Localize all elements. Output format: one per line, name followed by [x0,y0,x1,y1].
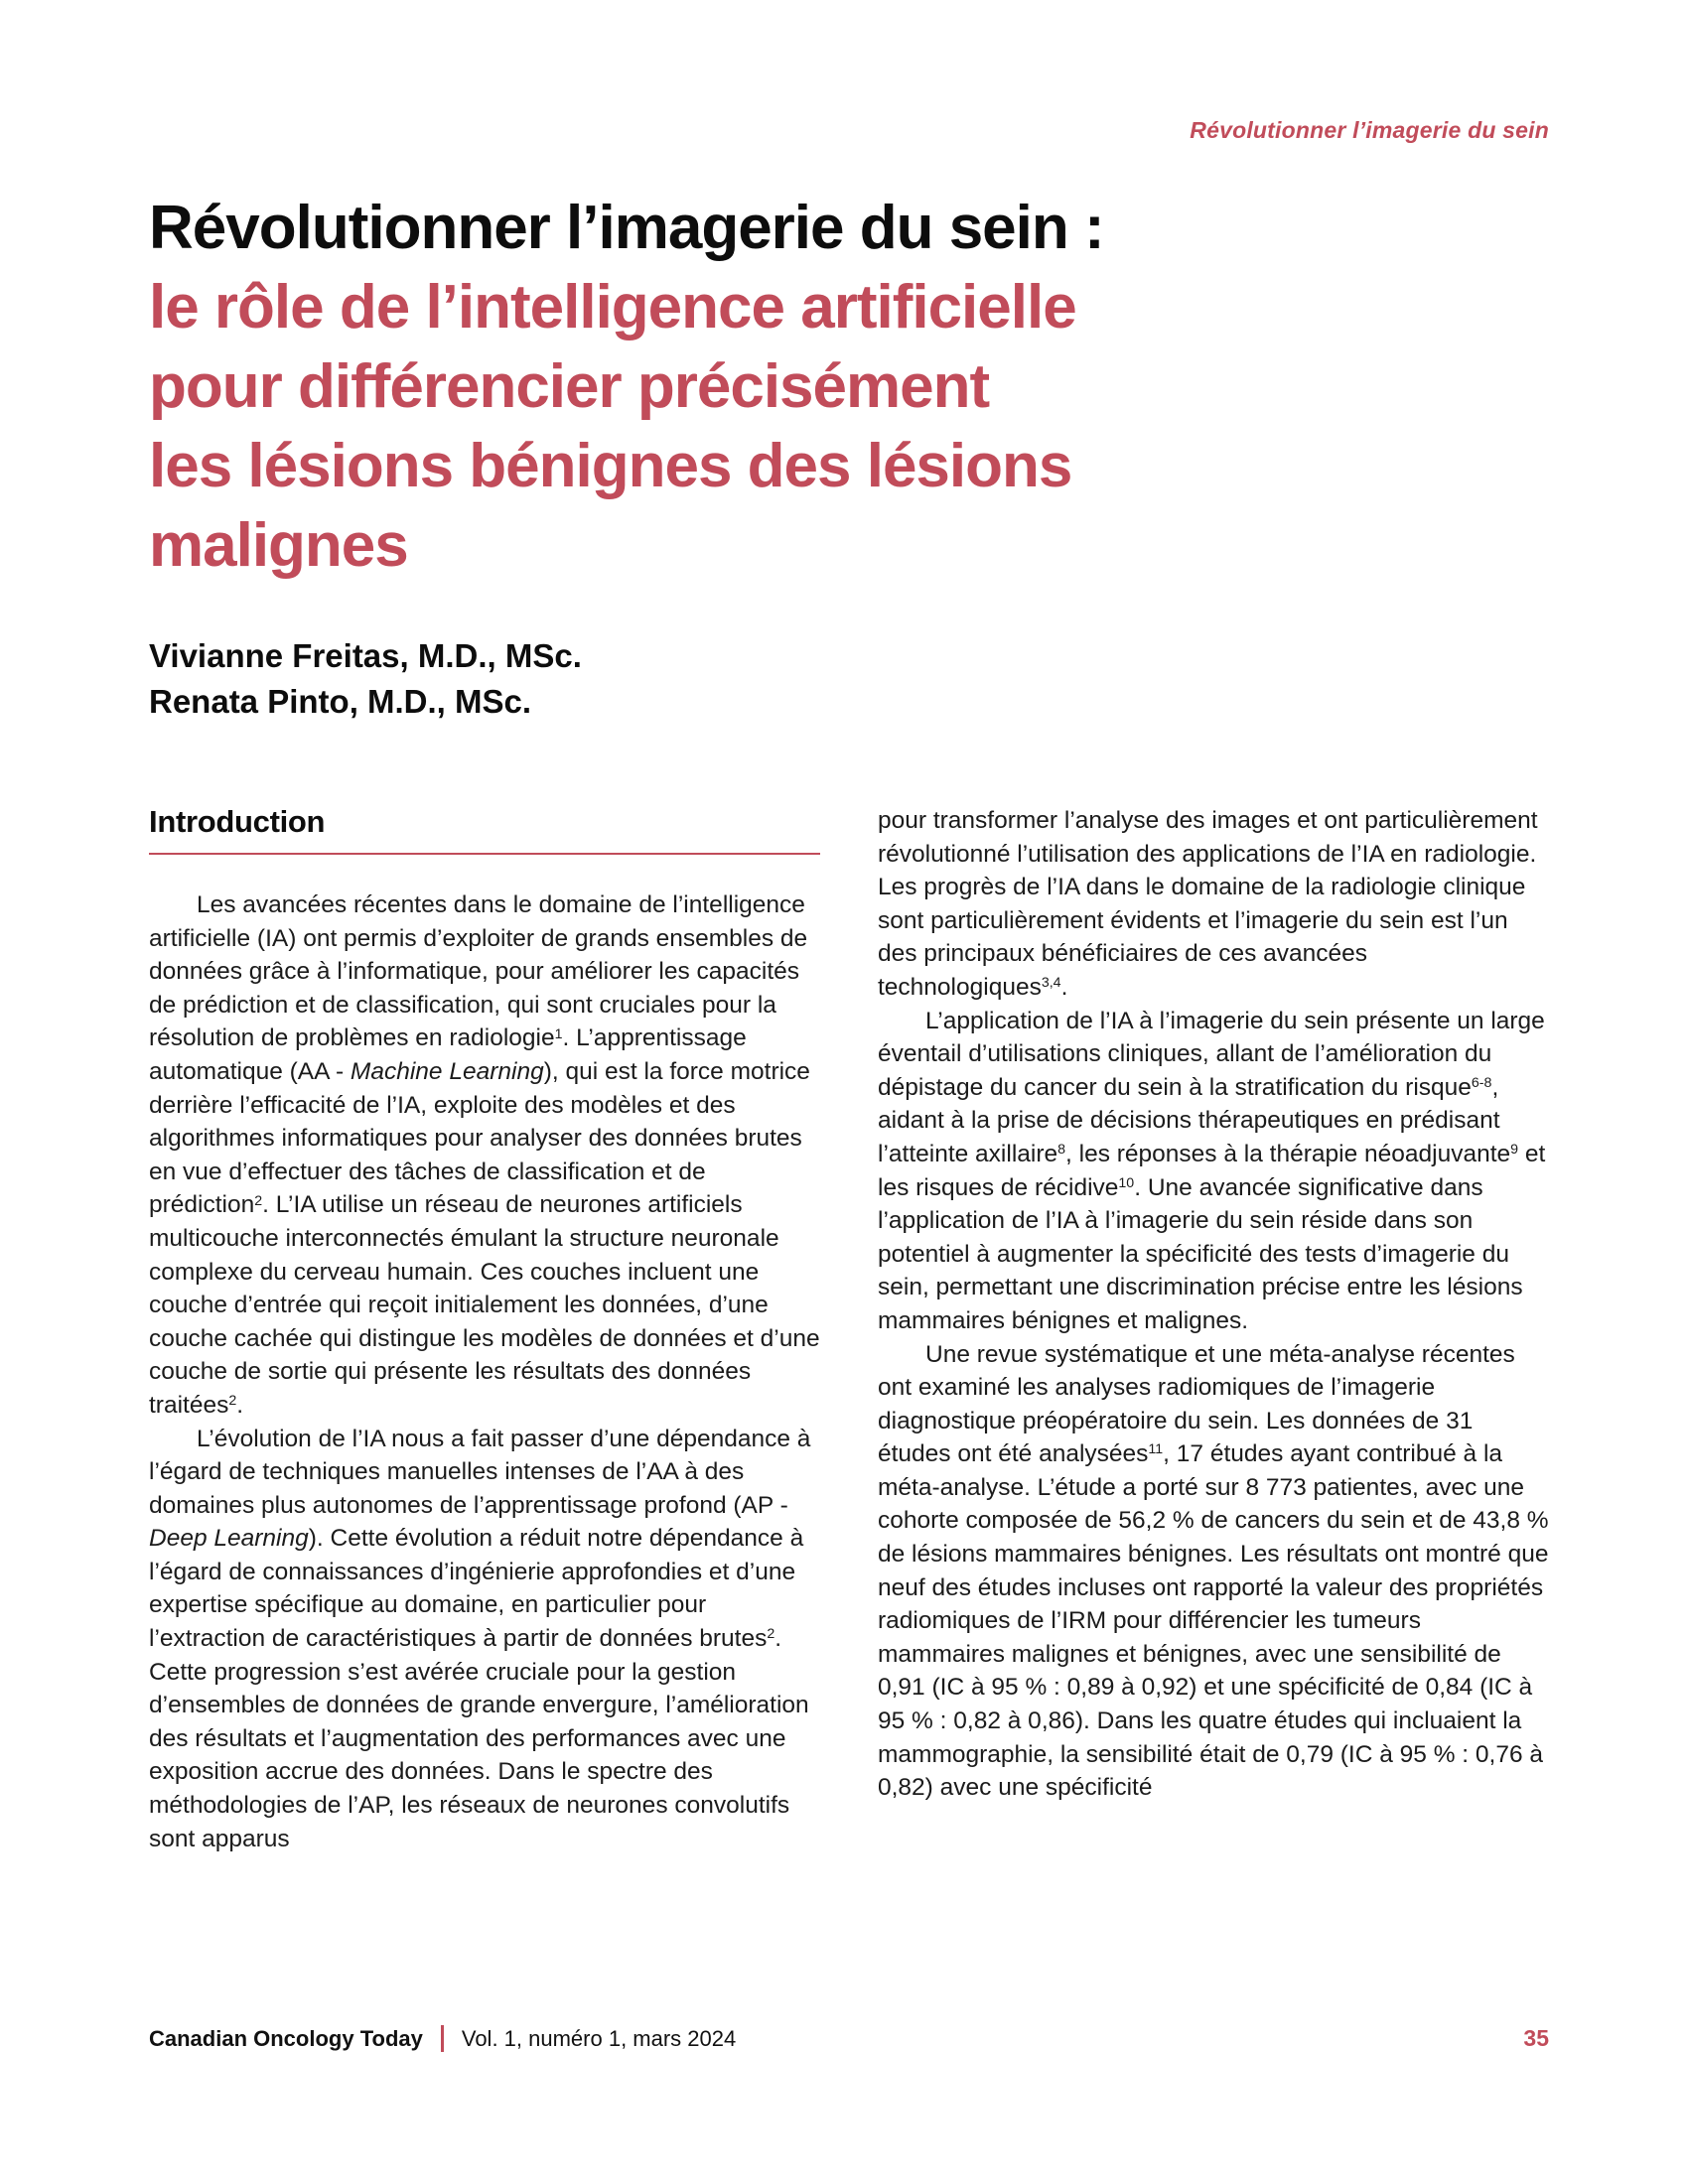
article-title [149,189,1559,586]
title-line-black: Révolutionner l’imagerie du sein : [149,194,1104,262]
title-line-red-4: malignes [149,511,408,580]
intro-paragraph-5: Une revue systématique et une méta-analyse récentes ont examiné les analyses radiomiques de l’imagerie diagnostique préopératoire du sein. Les données de 31 études ont été analysées$^{11}$, 17 études ayant contribué à la méta-analyse. L’étude a porté sur 8 773 patientes, avec une cohorte composée de 56,2 % de cancers du sein et de 43,8 % de lésions mammaires bénignes. Les résultats ont montré que neuf des études incluses ont rapporté la valeur des propriétés radiomiques de l’IRM pour différencier les tumeurs mammaires malignes et bénignes, avec une sensibilité de 0,91 (IC à 95 % : 0,89 à 0,92) et une spécificité de 0,84 (IC à 95 % : 0,82 à 0,86). Dans les quatre études qui incluaient la mammographie, la sensibilité était de 0,79 (IC à 95 % : 0,76 à 0,82) avec une spécificité [878,1340,1549,1802]
intro-paragraph-3: pour transformer l’analyse des images et ont particulièrement révolutionné l’utilisation des applications de l’IA en radiologie. Les progrès de l’IA dans le domaine de la radiologie clinique sont particulièrement évidents et l’imagerie du sein est l’un des principaux bénéficiaires de ces avancées technologiques$^{3,4}$. [878,807,1538,1001]
author-name-1: Vivianne Freitas, M.D., MSc. [149,637,582,674]
section-heading-rule [149,853,820,855]
intro-paragraph-1: Les avancées récentes dans le domaine de l’intelligence artificielle (IA) ont permis d’exploiter de grands ensembles de données grâce à l’informatique, pour améliorer les capacités de prédiction et de classification, qui sont cruciales pour la résolution de problèmes en radiologie$^1$. L’apprentissage automatique (AA - Machine Learning), qui est la force motrice derrière l’efficacité de l’IA, exploite des modèles et des algorithmes informatiques pour analyser des données brutes en vue d’effectuer des tâches de classification et de prédiction$^2$. L’IA utilise un réseau de neurones artificiels multicouche interconnectés émulant la structure neuronale complexe du cerveau humain. Ces couches incluent une couche d’entrée qui reçoit initialement les données, d’une couche cachée qui distingue les modèles de données et d’une couche de sortie qui présente les résultats des données traitées$^2$. [149,891,820,1419]
page-footer [149,2025,1549,2052]
article-body [149,804,1549,1855]
author-name-2: Renata Pinto, M.D., MSc. [149,683,532,720]
footer-divider [441,2025,444,2052]
page-number: 35 [1523,2025,1549,2051]
left-column-text [149,888,820,1855]
running-head: Révolutionner l’imagerie du sein [1190,117,1549,143]
title-line-red-2: pour différencier précisément [149,352,990,421]
footer-journal-name: Canadian Oncology Today [149,2025,423,2051]
right-column [878,804,1549,1855]
title-line-red-1: le rôle de l’intelligence artificielle [149,273,1076,341]
author-list [149,633,582,725]
left-column [149,804,820,1855]
title-line-red-3: les lésions bénignes des lésions [149,432,1072,500]
intro-paragraph-4: L’application de l’IA à l’imagerie du sein présente un large éventail d’utilisations cliniques, allant de l’amélioration du dépistage du cancer du sein à la stratification du risque$^{6-8}$, aidant à la prise de décisions thérapeutiques en prédisant l’atteinte axillaire$^8$, les réponses à la thérapie néoadjuvante$^9$ et les risques de récidive$^{10}$. Une avancée significative dans l’application de l’IA à l’imagerie du sein réside dans son potentiel à augmenter la spécificité des tests d’imagerie du sein, permettant une discrimination précise entre les lésions mammaires bénignes et malignes. [878,1007,1546,1334]
intro-paragraph-2: L’évolution de l’IA nous a fait passer d’une dépendance à l’égard de techniques manuelles intenses de l’AA à des domaines plus autonomes de l’apprentissage profond (AP - Deep Learning). Cette évolution a réduit notre dépendance à l’égard de connaissances d’ingénierie approfondies et d’une expertise spécifique au domaine, en particulier pour l’extraction de caractéristiques à partir de données brutes$^2$. Cette progression s’est avérée cruciale pour la gestion d’ensembles de données de grande envergure, l’amélioration des résultats et l’augmentation des performances avec une exposition accrue des données. Dans le spectre des méthodologies de l’AP, les réseaux de neurones convolutifs sont apparus [149,1425,811,1852]
section-heading-introduction: Introduction [149,804,326,839]
right-column-text [878,804,1549,1805]
footer-issue-info: Vol. 1, numéro 1, mars 2024 [461,2025,737,2051]
